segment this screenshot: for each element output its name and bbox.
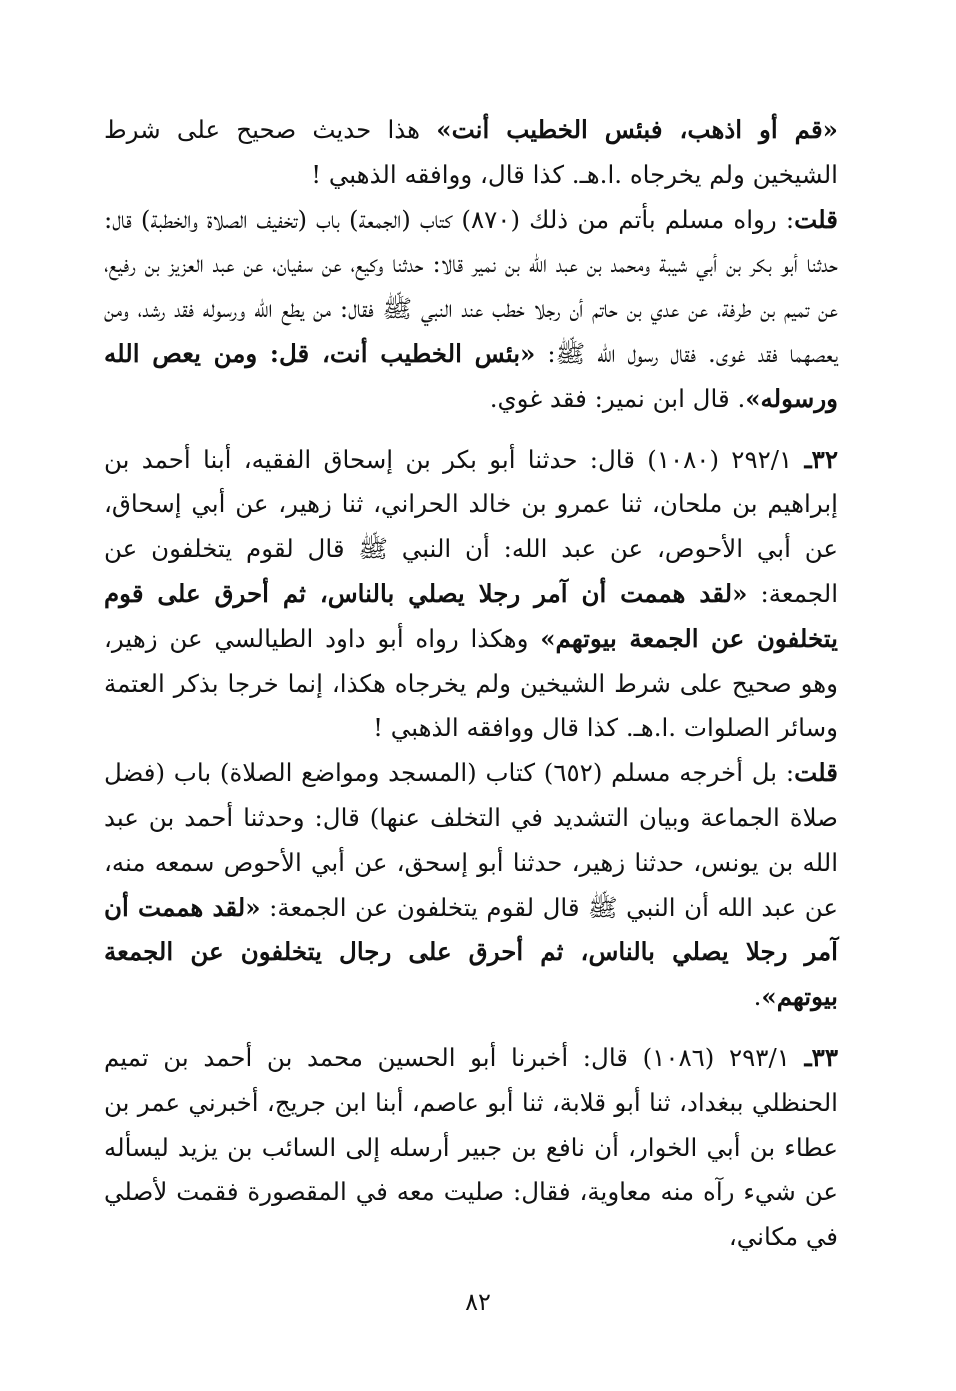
comment-lead: قلت xyxy=(794,758,838,788)
paragraph-4 xyxy=(104,751,838,1020)
paragraph-text: . xyxy=(753,982,762,1012)
hadith-quote: «لقد هممت أن آمر رجلا يصلي بالناس، ثم أحرق على رجال يتخلفون عن الجمعة بيوتهم» xyxy=(104,892,838,1012)
paragraph-text: وهكذا رواه أبو داود الطيالسي عن زهير، وهو صحيح على شرط الشيخين ولم يخرجاه هكذا، إنما خرجا بذكر العتمة وسائر الصلوات .ا.هـ. كذا قال ووافقه الذهبي ! xyxy=(104,623,838,743)
comment-lead: قلت xyxy=(794,204,838,234)
page-body xyxy=(104,108,838,1260)
paragraph-text: ٢٩٢/١ (١٠٨٠) قال: حدثنا أبو بكر بن إسحاق الفقيه، أبنا أحمد بن إبراهيم بن ملحان، ثنا عمرو بن خالد الحراني، ثنا زهير، عن أبي إسحاق، عن أبي الأحوص، عن عبد الله: أن النبي ﷺ قال لقوم يتخلفون عن الجمعة: xyxy=(104,444,838,608)
paragraph-text: . قال ابن نمير: فقد غوي. xyxy=(489,383,746,413)
entry-number: ٣٣ـ xyxy=(804,1042,838,1072)
entry-number: ٣٢ـ xyxy=(804,444,838,474)
hadith-quote: «قم أو اذهب، فبئس الخطيب أنت» xyxy=(436,115,838,144)
paragraph-2 xyxy=(104,198,838,422)
paragraph-text: : رواه مسلم بأتم من ذلك (٨٧٠) كتاب (الجمعة) باب (تخفيف الصلاة والخطبة) قال: حدثنا أبو بكر بن أبي شيبة ومحمد بن عبد الله بن نمير قالا: حدثنا وكيع، عن سفيان، عن عبد العزيز بن رفيع، عن تميم بن طرفة، عن عدي بن حاتم أن رجلا خطب عند النبي ﷺ فقال: من يطع الله ورسوله فقد رشد، ومن يعصهما فقد غوى. فقال رسول الله ﷺ: xyxy=(104,204,839,368)
paragraph-1 xyxy=(104,108,838,198)
paragraph-text: ٢٩٣/١ (١٠٨٦) قال: أخبرنا أبو الحسين محمد بن أحمد بن تميم الحنظلي ببغداد، ثنا أبو قلابة، ثنا أبو عاصم، أبنا ابن جريج، أخبرني عمر بن عطاء بن أبي الخوار، أن نافع بن جبير أرسله إلى السائب بن يزيد ليسأله عن شيء رآه منه معاوية، فقال: صليت معه في المقصورة فقمت لأصلي في مكاني، xyxy=(104,1042,838,1252)
page-number: ٨٢ xyxy=(465,1288,491,1316)
paragraph-5 xyxy=(104,1036,838,1260)
hadith-quote: «بئس الخطيب أنت، قل: ومن يعص الله ورسوله» xyxy=(104,338,838,413)
hadith-quote: «لقد هممت أن آمر رجلا يصلي بالناس، ثم أحرق على قوم يتخلفون عن الجمعة بيوتهم» xyxy=(104,578,838,653)
paragraph-text: : بل أخرجه مسلم (٦٥٢) كتاب (المسجد ومواضع الصلاة) باب (فضل صلاة الجماعة وبيان التشديد في التخلف عنها) قال: وحدثنا أحمد بن عبد الله بن يونس، حدثنا زهير، حدثنا أبو إسحق، عن أبي الأحوص سمعه منه، عن عبد الله أن النبي ﷺ قال لقوم يتخلفون عن الجمعة: xyxy=(104,758,838,922)
paragraph-text: هذا حديث صحيح على شرط الشيخين ولم يخرجاه .ا.هـ. كذا قال، ووافقه الذهبي ! xyxy=(104,115,838,189)
paragraph-3 xyxy=(104,438,838,752)
